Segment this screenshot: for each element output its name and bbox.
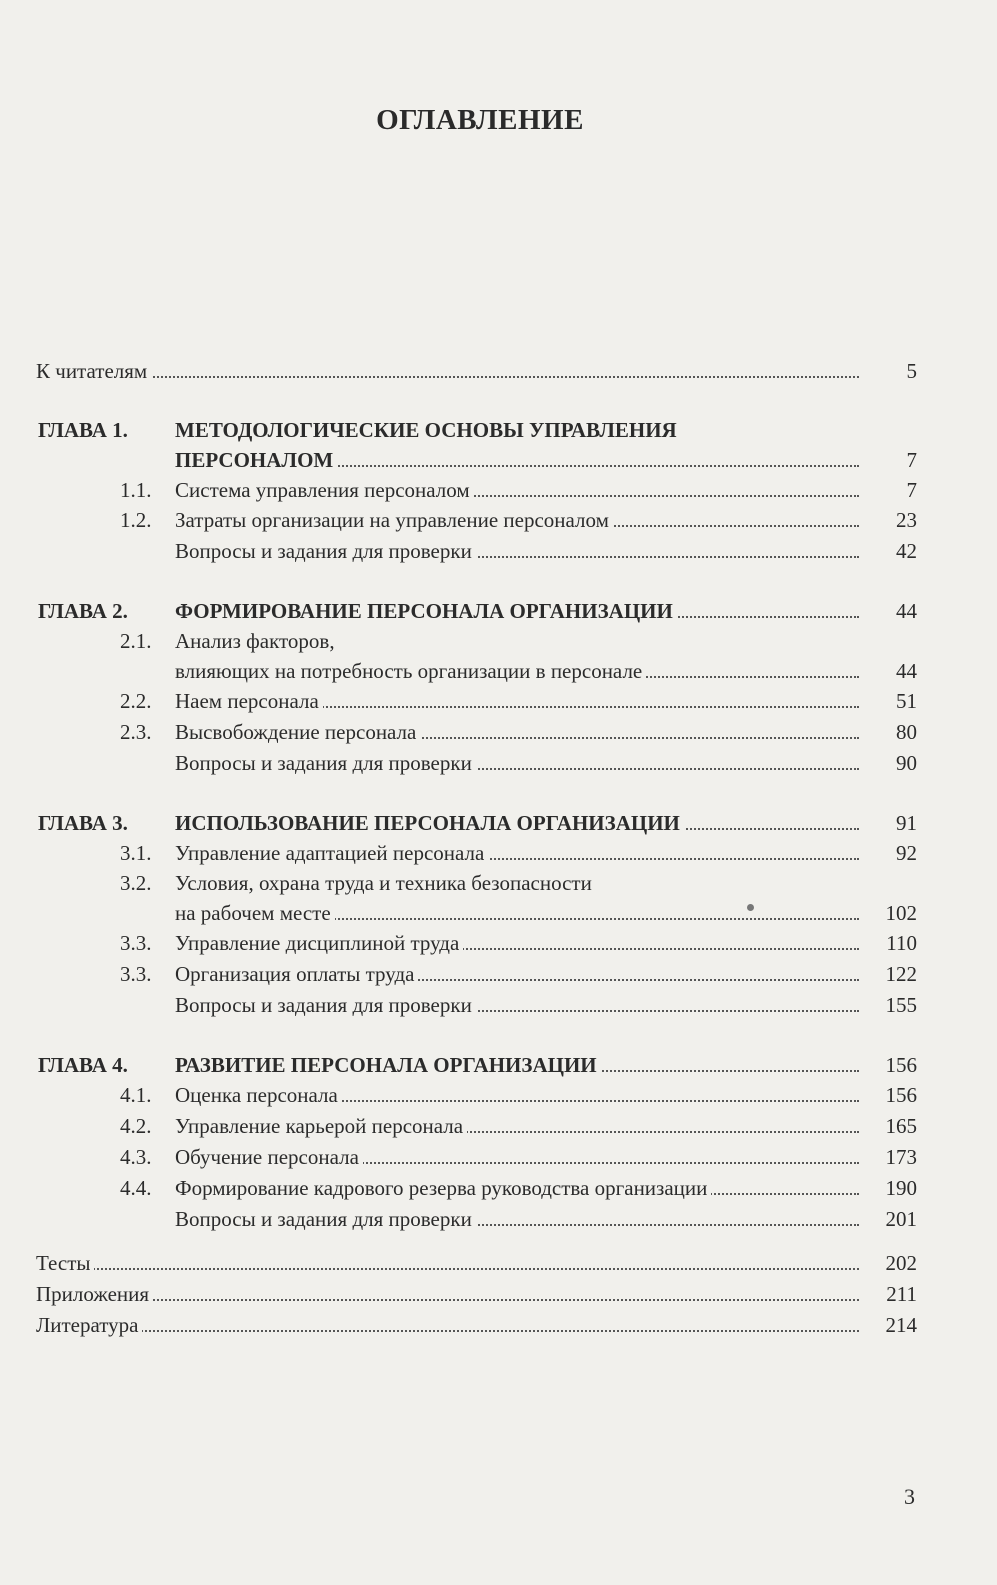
section-entry: [0, 626, 997, 657]
section-entry: [0, 1204, 997, 1235]
entry-number: 4.3.: [120, 1145, 152, 1169]
section-entry: [0, 898, 997, 929]
entry-page: 110: [886, 931, 917, 955]
entry-page: 102: [885, 901, 917, 925]
entry-page: 214: [885, 1313, 917, 1337]
entry-title: Система управления персоналом: [175, 475, 474, 506]
entry-page: 7: [906, 448, 917, 472]
entry-number: 3.1.: [120, 841, 152, 865]
entry-title: Формирование кадрового резерва руководства организации: [175, 1173, 711, 1204]
entry-page: 80: [896, 720, 917, 744]
chapter-entry: [0, 1050, 997, 1081]
entry-title: Обучение персонала: [175, 1142, 363, 1173]
entry-title: Литература: [36, 1310, 142, 1341]
section-entry: [0, 748, 997, 779]
entry-title: Вопросы и задания для проверки: [175, 1204, 476, 1235]
toc-entry: [0, 356, 997, 387]
entry-number: ГЛАВА 2.: [38, 599, 128, 623]
entry-title: Оценка персонала: [175, 1080, 342, 1111]
toc-entry: [0, 1279, 997, 1310]
dot-leader: [36, 1299, 859, 1301]
entry-number: ГЛАВА 1.: [38, 418, 128, 442]
dot-leader: [36, 1330, 859, 1332]
entry-page: 44: [896, 599, 917, 623]
entry-title: Управление карьерой персонала: [175, 1111, 467, 1142]
entry-title: Затраты организации на управление персоналом: [175, 505, 613, 536]
entry-number: 1.2.: [120, 508, 152, 532]
entry-page: 92: [896, 841, 917, 865]
entry-page: 173: [885, 1145, 917, 1169]
entry-title: Условия, охрана труда и техника безопасности: [175, 868, 596, 899]
entry-page: 122: [885, 962, 917, 986]
entry-title: Управление адаптацией персонала: [175, 838, 488, 869]
entry-title: К читателям: [36, 356, 151, 387]
entry-page: 90: [896, 751, 917, 775]
dot-leader: [36, 376, 859, 378]
toc-entry: [0, 1310, 997, 1341]
entry-page: 156: [885, 1053, 917, 1077]
entry-page: 211: [886, 1282, 917, 1306]
entry-page: 165: [885, 1114, 917, 1138]
entry-number: ГЛАВА 3.: [38, 811, 128, 835]
entry-title: ПЕРСОНАЛОМ: [175, 445, 337, 476]
entry-title: Тесты: [36, 1248, 94, 1279]
entry-title: МЕТОДОЛОГИЧЕСКИЕ ОСНОВЫ УПРАВЛЕНИЯ: [175, 415, 681, 446]
section-entry: [0, 445, 997, 476]
entry-title: Вопросы и задания для проверки: [175, 536, 476, 567]
section-entry: [0, 536, 997, 567]
entry-page: 155: [885, 993, 917, 1017]
section-entry: [0, 1080, 997, 1111]
section-entry: [0, 1111, 997, 1142]
entry-number: 4.1.: [120, 1083, 152, 1107]
entry-title: Организация оплаты труда: [175, 959, 418, 990]
entry-number: 4.4.: [120, 1176, 152, 1200]
section-entry: [0, 928, 997, 959]
page-number: 3: [904, 1484, 915, 1509]
entry-title: Высвобождение персонала: [175, 717, 420, 748]
chapter-entry: [0, 808, 997, 839]
entry-title: на рабочем месте: [175, 898, 335, 929]
entry-page: 156: [885, 1083, 917, 1107]
entry-page: 91: [896, 811, 917, 835]
toc-entry: [0, 1248, 997, 1279]
dot-leader: [36, 1268, 859, 1270]
section-entry: [0, 868, 997, 899]
section-entry: [0, 717, 997, 748]
entry-title: Наем персонала: [175, 686, 323, 717]
section-entry: [0, 475, 997, 506]
entry-title: ИСПОЛЬЗОВАНИЕ ПЕРСОНАЛА ОРГАНИЗАЦИИ: [175, 808, 684, 839]
entry-number: 3.3.: [120, 931, 152, 955]
entry-title: Приложения: [36, 1279, 153, 1310]
paper-speck: [747, 904, 754, 911]
section-entry: [0, 990, 997, 1021]
entry-title: Анализ факторов,: [175, 626, 339, 657]
entry-title: РАЗВИТИЕ ПЕРСОНАЛА ОРГАНИЗАЦИИ: [175, 1050, 601, 1081]
section-entry: [0, 686, 997, 717]
entry-number: ГЛАВА 4.: [38, 1053, 128, 1077]
entry-number: 1.1.: [120, 478, 152, 502]
entry-number: 2.1.: [120, 629, 152, 653]
section-entry: [0, 656, 997, 687]
section-entry: [0, 1173, 997, 1204]
section-entry: [0, 838, 997, 869]
entry-title: Вопросы и задания для проверки: [175, 748, 476, 779]
entry-number: 4.2.: [120, 1114, 152, 1138]
section-entry: [0, 1142, 997, 1173]
entry-page: 7: [906, 478, 917, 502]
entry-number: 2.3.: [120, 720, 152, 744]
entry-number: 3.3.: [120, 962, 152, 986]
section-entry: [0, 959, 997, 990]
entry-title: ФОРМИРОВАНИЕ ПЕРСОНАЛА ОРГАНИЗАЦИИ: [175, 596, 677, 627]
entry-page: 42: [896, 539, 917, 563]
chapter-entry: [0, 415, 997, 446]
entry-number: 3.2.: [120, 871, 152, 895]
entry-page: 44: [896, 659, 917, 683]
entry-title: влияющих на потребность организации в персонале: [175, 656, 646, 687]
section-entry: [0, 505, 997, 536]
entry-title: Управление дисциплиной труда: [175, 928, 463, 959]
entry-page: 202: [885, 1251, 917, 1275]
entry-page: 201: [885, 1207, 917, 1231]
entry-number: 2.2.: [120, 689, 152, 713]
entry-page: 23: [896, 508, 917, 532]
entry-page: 51: [896, 689, 917, 713]
entry-title: Вопросы и задания для проверки: [175, 990, 476, 1021]
chapter-entry: [0, 596, 997, 627]
entry-page: 5: [906, 359, 917, 383]
page-title: ОГЛАВЛЕНИЕ: [376, 104, 584, 136]
entry-page: 190: [885, 1176, 917, 1200]
